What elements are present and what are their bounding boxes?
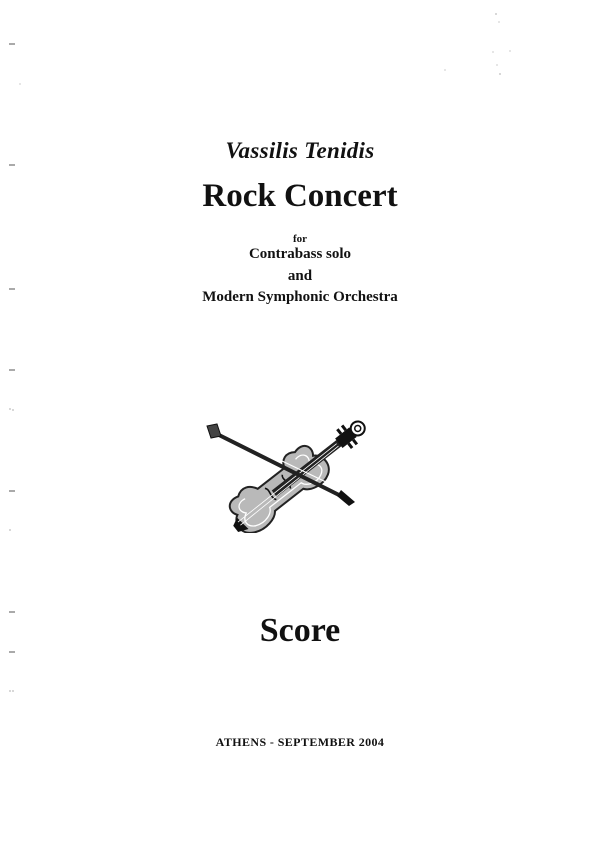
score-label: Score: [259, 612, 341, 649]
instrumentation-line-1: Contrabass solo: [248, 246, 352, 262]
instrumentation-line-2: and: [287, 268, 313, 284]
place-and-date: ATHENS - SEPTEMBER 2004: [215, 735, 385, 749]
work-title: Rock Concert: [202, 178, 398, 214]
instrumentation-line-3: Modern Symphonic Orchestra: [202, 289, 398, 305]
violin-and-bow-icon: [205, 418, 395, 533]
for-label: for: [292, 233, 308, 245]
composer-name: Vassilis Tenidis: [225, 138, 375, 163]
